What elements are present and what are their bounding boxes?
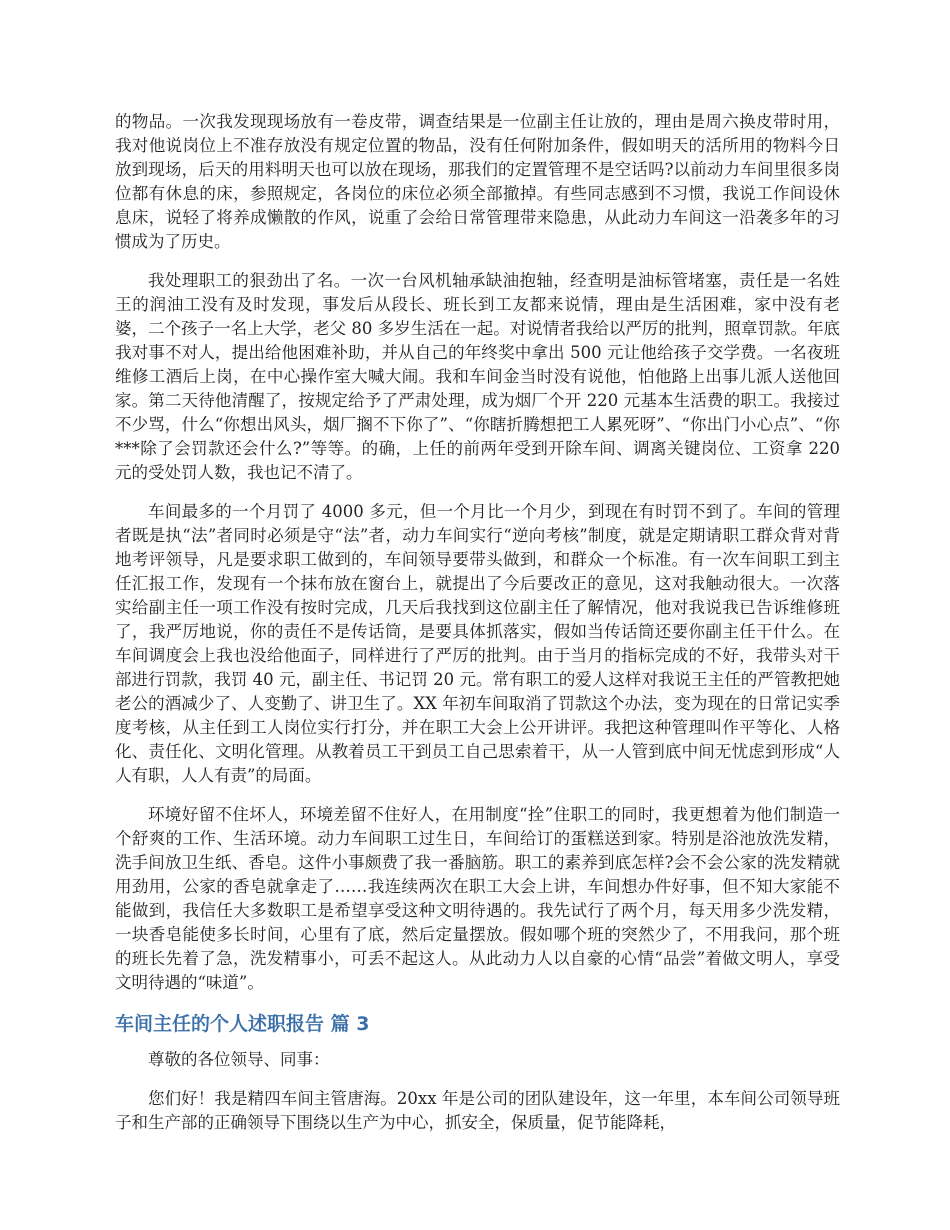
paragraph-introduction: 您们好！我是精四车间主管唐海。20xx 年是公司的团队建设年，这一年里，本车间公司领导班子和生产部的正确领导下围绕以生产为中心，抓安全，保质量，促节能降耗， [115,1089,840,1132]
paragraph-reverse-evaluation: 车间最多的一个月罚了 4000 多元，但一个月比一个月少，到现在有时罚不到了。车间的管理者既是执“法”者同时必须是守“法”者，动力车间实行“逆向考核”制度，就是定期请职工群众背对背地考评领导，凡是要求职工做到的，车间领导要带头做到，和群众一个标准。有一次车间职工到主任汇报工作，发现有一个抹布放在窗台上，就提出了今后要改正的意见，这对我触动很大。一次落实给副主任一项工作没有按时完成，几天后我找到这位副主任了解情况，他对我说我已告诉维修班了，我严厉地说，你的责任不是传话筒，是要具体抓落实，假如当传话筒还要你副主任干什么。在车间调度会上我也没给他面子，同样进行了严厉的批判。由于当月的指标完成的不好，我带头对干部进行罚款，我罚 40 元，副主任、书记罚 20 元。常有职工的爱人这样对我说王主任的严管教把她老公的酒减少了、人变勤了、讲卫生了。XX 年初车间取消了罚款这个办法，变为现在的日常记实季度考核，从主任到工人岗位实行打分，并在职工大会上公开讲评。我把这种管理叫作平等化、人格化、责任化、文明化管理。从教着员工干到员工自己思索着干，从一人管到底中间无忧虑到形成“人人有职，人人有责”的局面。 [115,502,840,785]
document-page [115,110,840,1150]
paragraph-work-environment: 环境好留不住坏人，环境差留不住好人，在用制度“拴”住职工的同时，我更想着为他们制造一个舒爽的工作、生活环境。动力车间职工过生日，车间给订的蛋糕送到家。特别是浴池放洗发精，洗手间放卫生纸、香皂。这件小事颇费了我一番脑筋。职工的素养到底怎样?会不会公家的洗发精就用劲用，公家的香皂就拿走了……我连续两次在职工大会上讲，车间想办件好事，但不知大家能不能做到，我信任大多数职工是希望享受这种文明待遇的。我先试行了两个月，每天用多少洗发精，一块香皂能使多长时间，心里有了底，然后定量摆放。假如哪个班的突然少了，不用我问，那个班的班长先着了急，洗发精事小，可丢不起这人。从此动力人以自豪的心情“品尝”着做文明人，享受文明待遇的“味道”。 [115,805,840,992]
section-heading: 车间主任的个人述职报告 篇 3 [115,1013,370,1035]
paragraph-workplace-order: 的物品。一次我发现现场放有一卷皮带，调查结果是一位副主任让放的，理由是周六换皮带时用，我对他说岗位上不准存放没有规定位置的物品，没有任何附加条件，假如明天的活所用的物料今日放到现场，后天的用料明天也可以放在现场，那我们的定置管理不是空话吗?以前动力车间里很多岗位都有休息的床，参照规定，各岗位的床位必须全部撤掉。有些同志感到不习惯，我说工作间设休息床，说轻了将养成懒散的作风，说重了会给日常管理带来隐患，从此动力车间这一沿袭多年的习惯成为了历史。 [115,112,840,251]
paragraph-strict-discipline: 我处理职工的狠劲出了名。一次一台风机轴承缺油抱轴，经查明是油标管堵塞，责任是一名姓王的润油工没有及时发现，事发后从段长、班长到工友都来说情，理由是生活困难，家中没有老婆，二个孩子一名上大学，老父 80 多岁生活在一起。对说情者我给以严厉的批判，照章罚款。年底我对事不对人，提出给他困难补助，并从自己的年终奖中拿出 500 元让他给孩子交学费。一名夜班维修工酒后上岗，在中心操作室大喊大闹。我和车间金当时没有说他，怕他路上出事儿派人送他回家。第二天待他清醒了，按规定给予了严肃处理，成为烟厂个开 220 元基本生活费的职工。我接过不少骂，什么“你想出风头，烟厂搁不下你了”、“你瞎折腾想把工人累死呀”、“你出门小心点”、“你***除了会罚款还会什么?”等等。的确，上任的前两年受到开除车间、调离关键岗位、工资拿 220 元的受处罚人数，我也记不清了。 [115,271,840,482]
paragraph-salutation: 尊敬的各位领导、同事： [148,1050,330,1069]
